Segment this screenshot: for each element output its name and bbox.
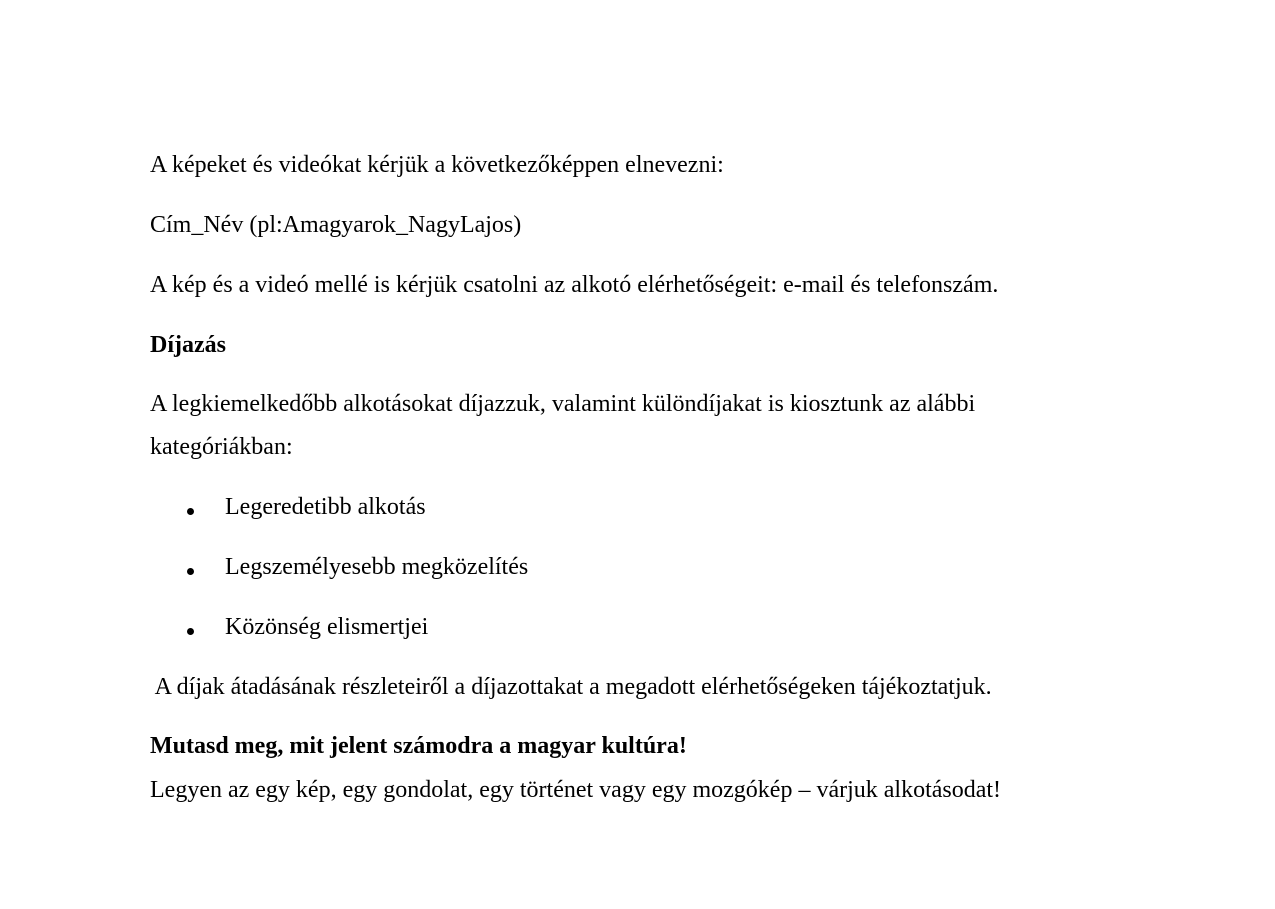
document-page <box>150 0 1150 909</box>
bullet-icon <box>187 508 194 515</box>
naming-example: Cím_Név (pl:Amagyarok_NagyLajos) <box>150 212 522 238</box>
awards-notice: A díjak átadásának részleteiről a díjazottakat a megadott elérhetőségeken tájékoztatjuk. <box>150 674 992 700</box>
naming-instruction: A képeket és videókat kérjük a következőképpen elnevezni: <box>150 152 724 178</box>
category-label: Közönség elismertjei <box>225 614 429 640</box>
bullet-icon <box>187 628 194 635</box>
category-label: Legszemélyesebb megközelítés <box>225 554 529 580</box>
awards-heading: Díjazás <box>150 332 226 358</box>
contact-instruction: A kép és a videó mellé is kérjük csatolni az alkotó elérhetőségeit: e-mail és telefonszám. <box>150 272 999 298</box>
awards-intro-line-2: kategóriákban: <box>150 434 293 460</box>
closing-text: Legyen az egy kép, egy gondolat, egy történet vagy egy mozgókép – várjuk alkotásodat! <box>150 777 1002 803</box>
bullet-icon <box>187 568 194 575</box>
closing-heading: Mutasd meg, mit jelent számodra a magyar kultúra! <box>150 733 687 759</box>
awards-intro-line-1: A legkiemelkedőbb alkotásokat díjazzuk, valamint különdíjakat is kiosztunk az alábbi <box>150 391 976 417</box>
category-label: Legeredetibb alkotás <box>225 494 426 520</box>
